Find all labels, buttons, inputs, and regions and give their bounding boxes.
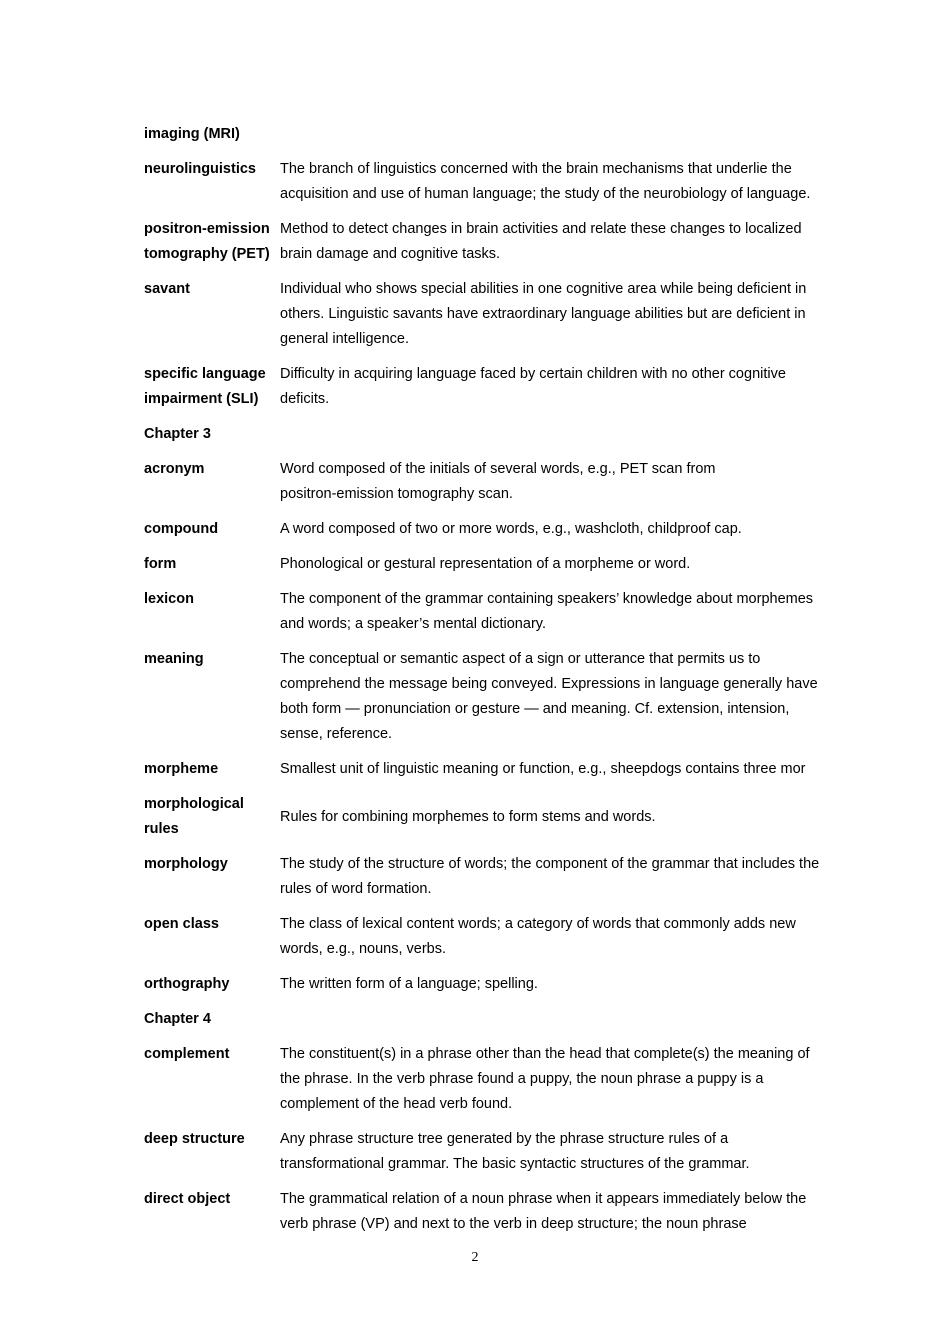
glossary-entry	[144, 587, 834, 637]
glossary-entry	[144, 217, 834, 267]
entry-term: morpheme	[144, 761, 219, 777]
entry-definition: The grammatical relation of a noun phrase when it appears immediately below the verb phrase (VP) and next to the verb in deep structure; the noun phrase	[280, 1191, 807, 1232]
entry-term: morphology	[144, 856, 228, 872]
entry-term: specific language impairment (SLI)	[144, 366, 266, 407]
entry-term: deep structure	[144, 1131, 245, 1147]
glossary-entry	[144, 757, 834, 782]
glossary-entry	[144, 972, 834, 997]
glossary-entry	[144, 852, 834, 902]
chapter-title: Chapter 3	[144, 426, 211, 442]
entry-term: acronym	[144, 461, 205, 477]
entry-definition: The class of lexical content words; a category of words that commonly adds new words, e.g., nouns, verbs.	[280, 916, 796, 957]
entry-term: orthography	[144, 976, 230, 992]
entry-definition: The branch of linguistics concerned with the brain mechanisms that underlie the acquisition and use of human language; the study of the neurobiology of language.	[280, 161, 811, 202]
page-number: 2	[471, 1250, 479, 1265]
glossary-entry	[144, 157, 834, 207]
entry-definition: Smallest unit of linguistic meaning or function, e.g., sheepdogs contains three mor	[280, 761, 806, 777]
entry-definition: The constituent(s) in a phrase other than the head that complete(s) the meaning of the phrase. In the verb phrase found a puppy, the noun phrase a puppy is a complement of the head verb found.	[280, 1046, 810, 1112]
glossary-entry	[144, 912, 834, 962]
glossary-entry	[144, 647, 834, 747]
entry-definition: Individual who shows special abilities in one cognitive area while being deficient in others. Linguistic savants have extraordinary language abilities but are deficient in general intelligence.	[280, 281, 807, 347]
entry-term: neurolinguistics	[144, 161, 256, 177]
entry-definition: A word composed of two or more words, e.g., washcloth, childproof cap.	[280, 521, 742, 537]
entry-term: lexicon	[144, 591, 194, 607]
entry-term: complement	[144, 1046, 230, 1062]
entry-term: savant	[144, 281, 190, 297]
glossary-entry	[144, 122, 834, 147]
glossary-entry	[144, 552, 834, 577]
entry-term: imaging (MRI)	[144, 126, 240, 142]
entry-term: morphological rules	[144, 796, 244, 837]
chapter-title: Chapter 4	[144, 1011, 211, 1027]
entry-term: open class	[144, 916, 219, 932]
entry-definition: Rules for combining morphemes to form stems and words.	[280, 808, 656, 825]
entry-term: compound	[144, 521, 219, 537]
glossary-entry	[144, 1127, 834, 1177]
glossary-entry	[144, 277, 834, 352]
entry-definition: The component of the grammar containing speakers’ knowledge about morphemes and words; a speaker’s mental dictionary.	[280, 591, 814, 632]
entry-definition: Difficulty in acquiring language faced by certain children with no other cognitive deficits.	[280, 366, 786, 407]
entry-definition: Word composed of the initials of several words, e.g., PET scan from positron-emission tomography scan.	[280, 461, 716, 502]
entry-definition: The written form of a language; spelling.	[280, 976, 538, 992]
glossary-entry	[144, 1042, 834, 1117]
entry-definition: The conceptual or semantic aspect of a sign or utterance that permits us to comprehend the message being conveyed. Expressions in language generally have both form — pronunciation or gesture — and meaning. Cf. extension, intension, sense, reference.	[280, 651, 818, 742]
glossary-entry	[144, 1187, 834, 1237]
entry-definition: Phonological or gestural representation of a morpheme or word.	[280, 556, 691, 572]
chapter-heading	[144, 1007, 834, 1032]
glossary-entry	[144, 517, 834, 542]
chapter-heading	[144, 422, 834, 447]
entry-term: form	[144, 556, 177, 572]
glossary-entry	[144, 362, 834, 412]
entry-definition: Any phrase structure tree generated by the phrase structure rules of a transformational grammar. The basic syntactic structures of the grammar.	[280, 1131, 750, 1172]
entry-term: direct object	[144, 1191, 231, 1207]
glossary-list	[144, 122, 834, 1247]
glossary-entry	[144, 457, 834, 507]
entry-definition: The study of the structure of words; the component of the grammar that includes the rules of word formation.	[280, 856, 820, 897]
glossary-entry	[144, 792, 834, 842]
entry-term: positron-emission tomography (PET)	[144, 221, 270, 262]
entry-definition: Method to detect changes in brain activities and relate these changes to localized brain damage and cognitive tasks.	[280, 221, 802, 262]
entry-term: meaning	[144, 651, 204, 667]
